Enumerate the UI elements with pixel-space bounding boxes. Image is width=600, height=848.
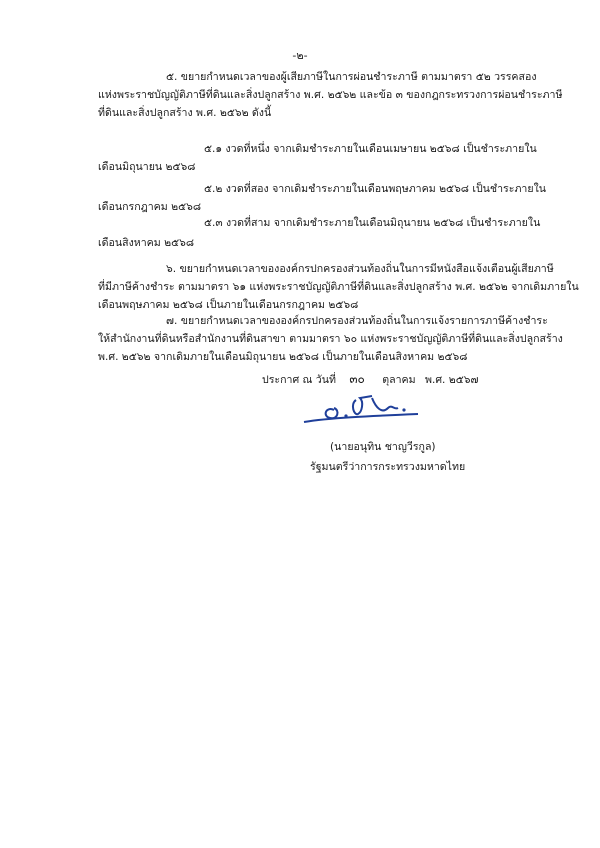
announcement-prefix: ประกาศ ณ วันที่ [262, 374, 336, 386]
clause-5-3-line-2: เดือนสิงหาคม ๒๕๖๘ [98, 237, 195, 249]
clause-5-1-line-1: ๕.๑ งวดที่หนึ่ง จากเดิมชำระภายในเดือนเมษายน ๒๕๖๘ เป็นชำระภายใน [204, 143, 537, 155]
announcement-day: ๓๐ [349, 372, 365, 386]
clause-7-line-1: ๗. ขยายกำหนดเวลาขององค์กรปกครองส่วนท้องถิ่นในการแจ้งรายการภาษีค้างชำระ [166, 315, 548, 327]
signatory-position: รัฐมนตรีว่าการกระทรวงมหาดไทย [310, 461, 466, 473]
clause-5-1-line-2: เดือนมิถุนายน ๒๕๖๘ [98, 161, 196, 173]
page-number: -๒- [292, 49, 308, 62]
clause-6-line-2: ที่มีภาษีค้างชำระ ตามมาตรา ๖๑ แห่งพระราชบัญญัติภาษีที่ดินและสิ่งปลูกสร้าง พ.ศ. ๒๕๖๒ จากเดิมภายใน [98, 281, 579, 293]
announcement-month: ตุลาคม [382, 374, 416, 386]
announcement-year: พ.ศ. ๒๕๖๗ [424, 374, 479, 386]
announcement-date [262, 372, 479, 387]
clause-5-line-3: ที่ดินและสิ่งปลูกสร้าง พ.ศ. ๒๕๖๒ ดังนี้ [98, 107, 272, 119]
clause-5-line-1: ๕. ขยายกำหนดเวลาของผู้เสียภาษีในการผ่อนชำระภาษี ตามมาตรา ๕๒ วรรคสอง [166, 71, 537, 83]
signature-mark [298, 386, 428, 432]
clause-6-line-1: ๖. ขยายกำหนดเวลาขององค์กรปกครองส่วนท้องถิ่นในการมีหนังสือแจ้งเตือนผู้เสียภาษี [166, 263, 554, 275]
clause-7-line-3: พ.ศ. ๒๕๖๒ จากเดิมภายในเดือนมิถุนายน ๒๕๖๘ เป็นภายในเดือนสิงหาคม ๒๕๖๘ [98, 351, 468, 363]
clause-5-line-2: แห่งพระราชบัญญัติภาษีที่ดินและสิ่งปลูกสร้าง พ.ศ. ๒๕๖๒ และข้อ ๓ ของกฎกระทรวงการผ่อนชำระภาษี [98, 89, 563, 101]
clause-6-line-3: เดือนพฤษภาคม ๒๕๖๘ เป็นภายในเดือนกรกฎาคม ๒๕๖๘ [98, 299, 359, 311]
clause-5-2-line-1: ๕.๒ งวดที่สอง จากเดิมชำระภายในเดือนพฤษภาคม ๒๕๖๘ เป็นชำระภายใน [204, 183, 546, 195]
clause-5-2-line-2: เดือนกรกฎาคม ๒๕๖๘ [98, 201, 202, 213]
clause-7-line-2: ให้สำนักงานที่ดินหรือสำนักงานที่ดินสาขา ตามมาตรา ๖๐ แห่งพระราชบัญญัติภาษีที่ดินและสิ่งปลูกสร้าง [98, 333, 563, 345]
signatory-name: (นายอนุทิน ชาญวีรกูล) [330, 441, 436, 453]
clause-5-3-line-1: ๕.๓ งวดที่สาม จากเดิมชำระภายในเดือนมิถุนายน ๒๕๖๘ เป็นชำระภายใน [204, 217, 541, 229]
